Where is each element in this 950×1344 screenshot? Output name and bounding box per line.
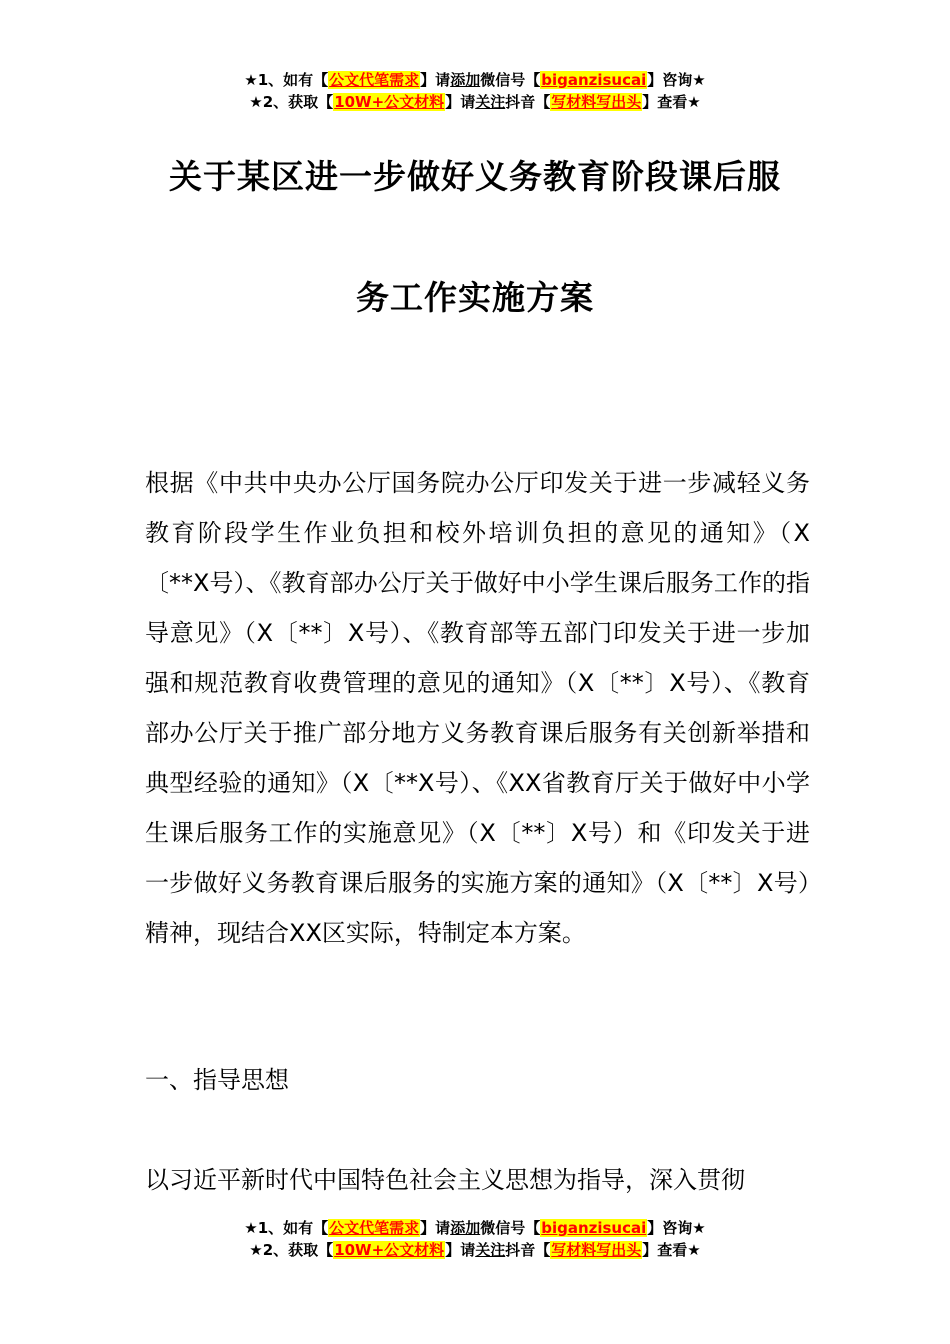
- highlight-label: 写材料写出头: [551, 1241, 642, 1259]
- banner-emphasis: 关注: [475, 1241, 506, 1259]
- banner-text: ★1、如有【: [244, 71, 329, 89]
- document-title-line-2: 务工作实施方案: [356, 278, 594, 317]
- banner-emphasis: 关注: [475, 93, 506, 111]
- banner-line-1: [0, 69, 950, 91]
- highlight-label: 公文代笔需求: [329, 1219, 420, 1237]
- banner-emphasis: 添加: [450, 1219, 481, 1237]
- banner-text: 】咨询★: [647, 1219, 706, 1237]
- highlight-label: 10W+公文材料: [334, 93, 445, 111]
- banner-text: ★2、获取【: [249, 93, 334, 111]
- banner-line-2: [0, 1239, 950, 1261]
- highlight-label: biganzisucai: [541, 1219, 647, 1237]
- banner-text: ★1、如有【: [244, 1219, 329, 1237]
- banner-text: ★2、获取【: [249, 1241, 334, 1259]
- document-title-line-1: 关于某区进一步做好义务教育阶段课后服: [169, 157, 781, 196]
- highlight-label: 10W+公文材料: [334, 1241, 445, 1259]
- banner-text: 】咨询★: [647, 71, 706, 89]
- body-paragraph: 以习近平新时代中国特色社会主义思想为指导，深入贯彻: [145, 1166, 745, 1194]
- header-banner: [0, 69, 950, 113]
- banner-line-2: [0, 91, 950, 113]
- body-paragraph: 根据《中共中央办公厅国务院办公厅印发关于进一步减轻义务教育阶段学生作业负担和校外培训负担的意见的通知》（X〔**X号）、《教育部办公厅关于做好中小学生课后服务工作的指导意见》（X〔**〕X号）、《教育部等五部门印发关于进一步加强和规范教育收费管理的意见的通知》（X〔**〕X号）、《教育部办公厅关于推广部分地方义务教育课后服务有关创新举措和典型经验的通知》（X〔**X号）、《XX省教育厅关于做好中小学生课后服务工作的实施意见》（X〔**〕X号）和《印发关于进一步做好义务教育课后服务的实施方案的通知》（X〔**〕X号）精神，现结合XX区实际，特制定本方案。: [145, 469, 810, 947]
- footer-banner: [0, 1217, 950, 1261]
- banner-text: 】请: [420, 1219, 451, 1237]
- banner-line-1: [0, 1217, 950, 1239]
- banner-text: 】请: [445, 1241, 476, 1259]
- highlight-label: 写材料写出头: [551, 93, 642, 111]
- highlight-label: 公文代笔需求: [329, 71, 420, 89]
- banner-emphasis: 添加: [450, 71, 481, 89]
- banner-text: 】查看★: [642, 1241, 701, 1259]
- banner-text: 】请: [445, 93, 476, 111]
- banner-text: 抖音【: [505, 1241, 551, 1259]
- highlight-label: biganzisucai: [541, 71, 647, 89]
- banner-text: 微信号【: [480, 71, 541, 89]
- banner-text: 】请: [420, 71, 451, 89]
- banner-text: 微信号【: [480, 1219, 541, 1237]
- section-heading: 一、指导思想: [145, 1066, 289, 1094]
- banner-text: 抖音【: [505, 93, 551, 111]
- banner-text: 】查看★: [642, 93, 701, 111]
